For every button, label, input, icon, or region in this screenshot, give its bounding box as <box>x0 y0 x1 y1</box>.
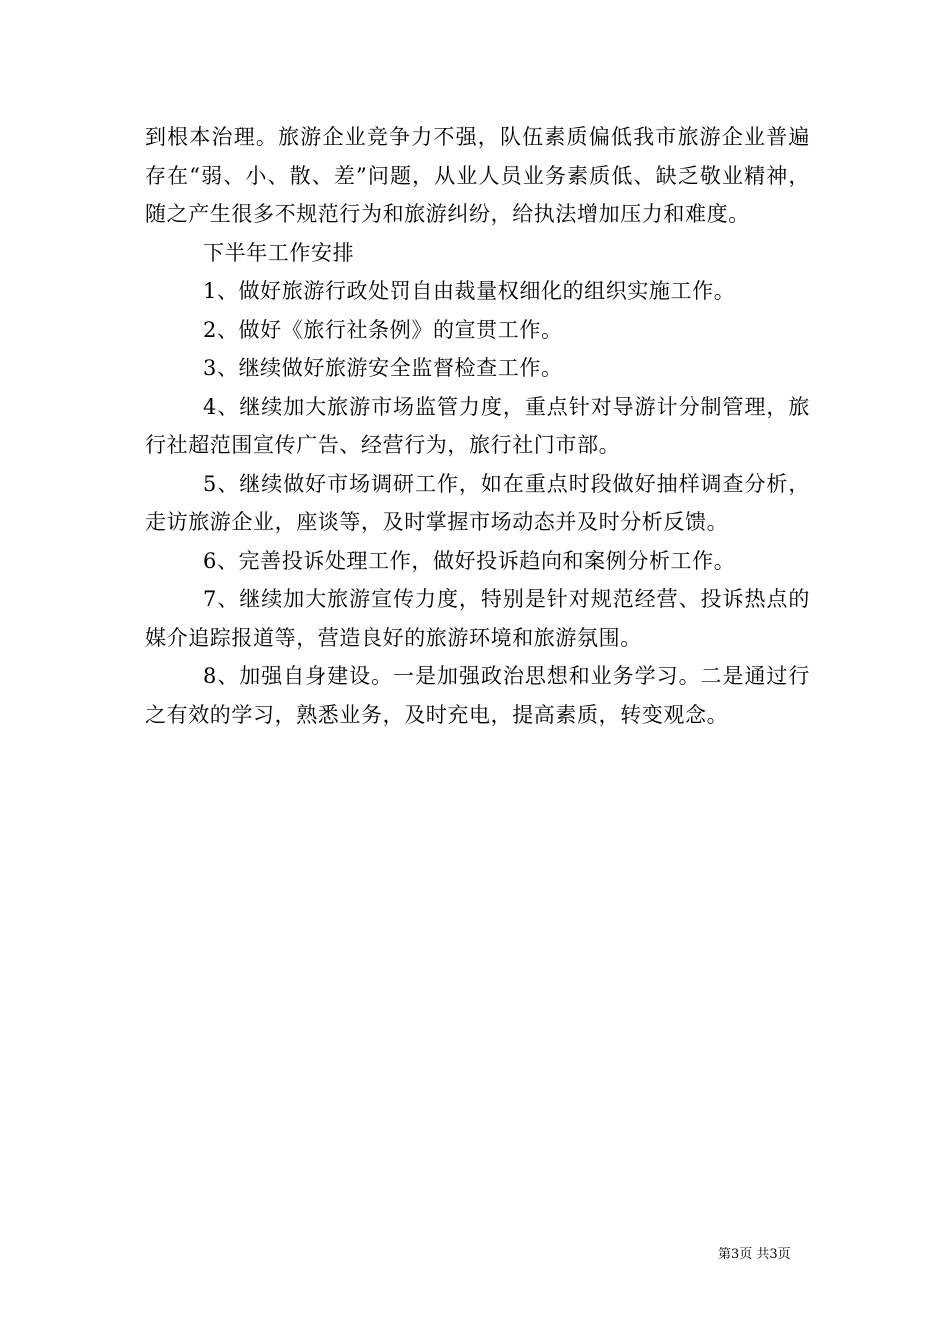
plan-item-4: 4、继续加大旅游市场监管力度，重点针对导游计分制管理，旅行社超范围宣传广告、经营行为，旅行社门市部。 <box>145 394 810 457</box>
plan-item-8: 8、加强自身建设。一是加强政治思想和业务学习。二是通过行之有效的学习，熟悉业务，及时充电，提高素质，转变观念。 <box>145 664 810 727</box>
paragraph-continuation: 到根本治理。旅游企业竞争力不强，队伍素质偏低我市旅游企业普遍存在“弱、小、散、差”问题，从业人员业务素质低、缺乏敬业精神，随之产生很多不规范行为和旅游纠纷，给执法增加压力和难度。 <box>145 125 810 226</box>
plan-item-6: 6、完善投诉处理工作，做好投诉趋向和案例分析工作。 <box>203 548 736 573</box>
plan-item-7: 7、继续加大旅游宣传力度，特别是针对规范经营、投诉热点的媒介追踪报道等，营造良好的旅游环境和旅游氛围。 <box>145 587 810 650</box>
plan-item-2: 2、做好《旅行社条例》的宣贯工作。 <box>203 317 563 342</box>
plan-item-3: 3、继续做好旅游安全监督检查工作。 <box>203 356 563 380</box>
page-number-footer: 第3页 共3页 <box>718 1247 791 1262</box>
section-heading-second-half-plan: 下半年工作安排 <box>203 240 355 265</box>
plan-item-5: 5、继续做好市场调研工作，如在重点时段做好抽样调查分析，走访旅游企业，座谈等，及时掌握市场动态并及时分析反馈。 <box>145 471 810 534</box>
document-body <box>145 118 810 734</box>
plan-item-1: 1、做好旅游行政处罚自由裁量权细化的组织实施工作。 <box>203 279 736 303</box>
